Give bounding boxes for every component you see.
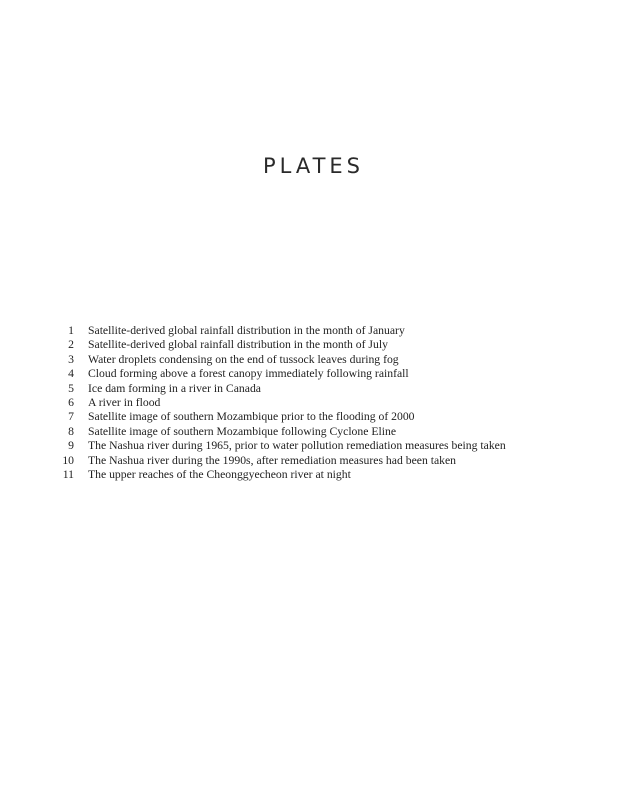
plate-entry bbox=[56, 338, 616, 352]
plate-entry bbox=[56, 468, 616, 482]
plate-caption: Satellite-derived global rainfall distribution in the month of January bbox=[88, 324, 405, 337]
plate-entry bbox=[56, 382, 616, 396]
plate-number: 9 bbox=[68, 439, 74, 453]
plate-number: 8 bbox=[68, 424, 74, 438]
plate-number: 3 bbox=[68, 352, 74, 366]
plate-entry bbox=[56, 396, 616, 410]
plate-number: 10 bbox=[62, 453, 74, 467]
plate-entry bbox=[56, 410, 616, 424]
plate-number: 4 bbox=[68, 367, 74, 381]
plate-entry bbox=[56, 454, 616, 468]
plate-caption: The Nashua river during the 1990s, after remediation measures had been taken bbox=[88, 453, 457, 467]
plate-caption: Cloud forming above a forest canopy immediately following rainfall bbox=[88, 367, 409, 381]
plate-number: 7 bbox=[68, 410, 74, 424]
plate-number: 2 bbox=[68, 338, 74, 352]
plates-list bbox=[56, 324, 616, 482]
plate-caption: Water droplets condensing on the end of tussock leaves during fog bbox=[88, 352, 399, 366]
plate-number: 6 bbox=[68, 395, 74, 409]
plate-caption: A river in flood bbox=[88, 395, 161, 409]
plate-caption: Ice dam forming in a river in Canada bbox=[88, 381, 261, 395]
plate-entry bbox=[56, 367, 616, 381]
plate-entry bbox=[56, 324, 616, 338]
plate-caption: The upper reaches of the Cheonggyecheon river at night bbox=[88, 467, 351, 481]
plate-number: 5 bbox=[68, 381, 74, 395]
plate-entry bbox=[56, 425, 616, 439]
plate-entry bbox=[56, 439, 616, 453]
page-title: PLATES bbox=[262, 154, 364, 179]
plate-number: 1 bbox=[68, 324, 74, 337]
plate-entry bbox=[56, 353, 616, 367]
plate-caption: Satellite-derived global rainfall distribution in the month of July bbox=[88, 338, 388, 352]
plate-caption: Satellite image of southern Mozambique prior to the flooding of 2000 bbox=[88, 410, 415, 424]
plate-caption: The Nashua river during 1965, prior to water pollution remediation measures being taken bbox=[88, 439, 506, 453]
plate-caption: Satellite image of southern Mozambique following Cyclone Eline bbox=[88, 424, 397, 438]
plate-number: 11 bbox=[62, 467, 74, 481]
